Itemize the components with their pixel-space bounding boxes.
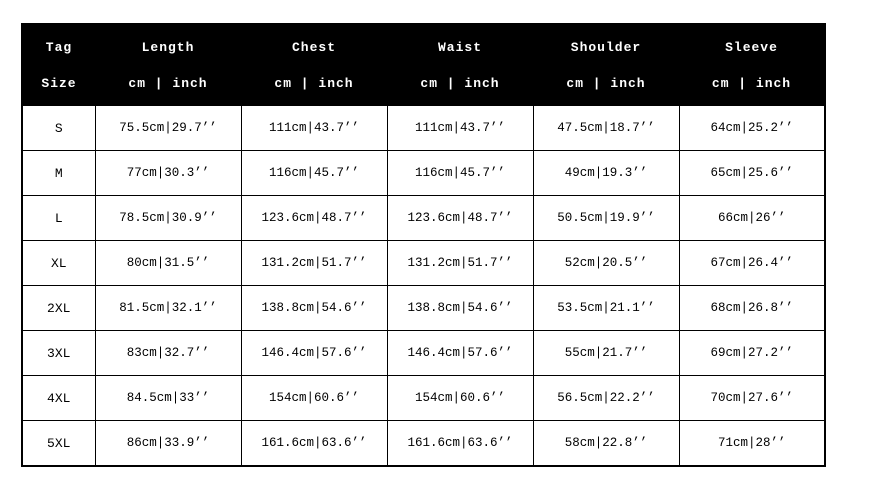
measurement-cell-length: 81.5cm|32.1’’ — [95, 286, 241, 331]
header-row — [22, 24, 825, 106]
measurement-cell-shoulder: 56.5cm|22.2’’ — [533, 376, 679, 421]
size-cell: 5XL — [22, 421, 95, 467]
column-label: Chest — [291, 39, 336, 55]
measurement-cell-length: 84.5cm|33’’ — [95, 376, 241, 421]
measurement-cell-length: 83cm|32.7’’ — [95, 331, 241, 376]
column-header-tag-size — [22, 24, 95, 106]
size-cell: S — [22, 106, 95, 151]
table-row-l — [22, 196, 825, 241]
measurement-cell-chest: 138.8cm|54.6’’ — [241, 286, 387, 331]
measurement-cell-chest: 154cm|60.6’’ — [241, 376, 387, 421]
size-chart-table — [21, 23, 826, 467]
measurement-cell-length: 78.5cm|30.9’’ — [95, 196, 241, 241]
measurement-cell-length: 75.5cm|29.7’’ — [95, 106, 241, 151]
column-subheader: cm | inch — [274, 75, 354, 91]
measurement-cell-chest: 111cm|43.7’’ — [241, 106, 387, 151]
measurement-cell-shoulder: 58cm|22.8’’ — [533, 421, 679, 467]
measurement-cell-waist: 131.2cm|51.7’’ — [387, 241, 533, 286]
table-row-s — [22, 106, 825, 151]
measurement-cell-length: 77cm|30.3’’ — [95, 151, 241, 196]
column-subheader: cm | inch — [711, 75, 792, 91]
measurement-cell-waist: 123.6cm|48.7’’ — [387, 196, 533, 241]
measurement-cell-sleeve: 71cm|28’’ — [679, 421, 825, 467]
column-subheader: cm | inch — [566, 75, 646, 91]
measurement-cell-chest: 146.4cm|57.6’’ — [241, 331, 387, 376]
measurement-cell-sleeve: 66cm|26’’ — [679, 196, 825, 241]
measurement-cell-length: 86cm|33.9’’ — [95, 421, 241, 467]
measurement-cell-waist: 146.4cm|57.6’’ — [387, 331, 533, 376]
column-header-shoulder — [533, 24, 679, 106]
table-header — [22, 24, 825, 106]
column-header-chest — [241, 24, 387, 106]
measurement-cell-shoulder: 47.5cm|18.7’’ — [533, 106, 679, 151]
measurement-cell-chest: 116cm|45.7’’ — [241, 151, 387, 196]
measurement-cell-shoulder: 50.5cm|19.9’’ — [533, 196, 679, 241]
column-label: Shoulder — [570, 39, 642, 55]
column-label: Sleeve — [725, 39, 778, 55]
column-header-length — [95, 24, 241, 106]
column-subheader: Size — [41, 75, 77, 91]
column-header-sleeve — [679, 24, 825, 106]
column-subheader: cm | inch — [420, 75, 500, 91]
column-label: Length — [141, 39, 195, 55]
size-cell: 4XL — [22, 376, 95, 421]
measurement-cell-sleeve: 64cm|25.2’’ — [679, 106, 825, 151]
table-row-3xl — [22, 331, 825, 376]
size-cell: 3XL — [22, 331, 95, 376]
size-cell: L — [22, 196, 95, 241]
measurement-cell-shoulder: 55cm|21.7’’ — [533, 331, 679, 376]
table-row-2xl — [22, 286, 825, 331]
size-cell: XL — [22, 241, 95, 286]
measurement-cell-sleeve: 68cm|26.8’’ — [679, 286, 825, 331]
table-row-m — [22, 151, 825, 196]
measurement-cell-sleeve: 67cm|26.4’’ — [679, 241, 825, 286]
column-subheader: cm | inch — [128, 75, 208, 91]
table-row-4xl — [22, 376, 825, 421]
measurement-cell-chest: 131.2cm|51.7’’ — [241, 241, 387, 286]
measurement-cell-waist: 161.6cm|63.6’’ — [387, 421, 533, 467]
column-label: Tag — [45, 39, 73, 55]
column-label: Waist — [437, 39, 482, 55]
measurement-cell-shoulder: 49cm|19.3’’ — [533, 151, 679, 196]
measurement-cell-length: 80cm|31.5’’ — [95, 241, 241, 286]
measurement-cell-shoulder: 53.5cm|21.1’’ — [533, 286, 679, 331]
column-header-waist — [387, 24, 533, 106]
table-row-5xl — [22, 421, 825, 467]
table-row-xl — [22, 241, 825, 286]
size-cell: M — [22, 151, 95, 196]
size-cell: 2XL — [22, 286, 95, 331]
measurement-cell-shoulder: 52cm|20.5’’ — [533, 241, 679, 286]
measurement-cell-chest: 161.6cm|63.6’’ — [241, 421, 387, 467]
table-body — [22, 106, 825, 467]
measurement-cell-waist: 111cm|43.7’’ — [387, 106, 533, 151]
measurement-cell-waist: 116cm|45.7’’ — [387, 151, 533, 196]
measurement-cell-sleeve: 69cm|27.2’’ — [679, 331, 825, 376]
measurement-cell-sleeve: 65cm|25.6’’ — [679, 151, 825, 196]
measurement-cell-sleeve: 70cm|27.6’’ — [679, 376, 825, 421]
measurement-cell-chest: 123.6cm|48.7’’ — [241, 196, 387, 241]
measurement-cell-waist: 154cm|60.6’’ — [387, 376, 533, 421]
measurement-cell-waist: 138.8cm|54.6’’ — [387, 286, 533, 331]
